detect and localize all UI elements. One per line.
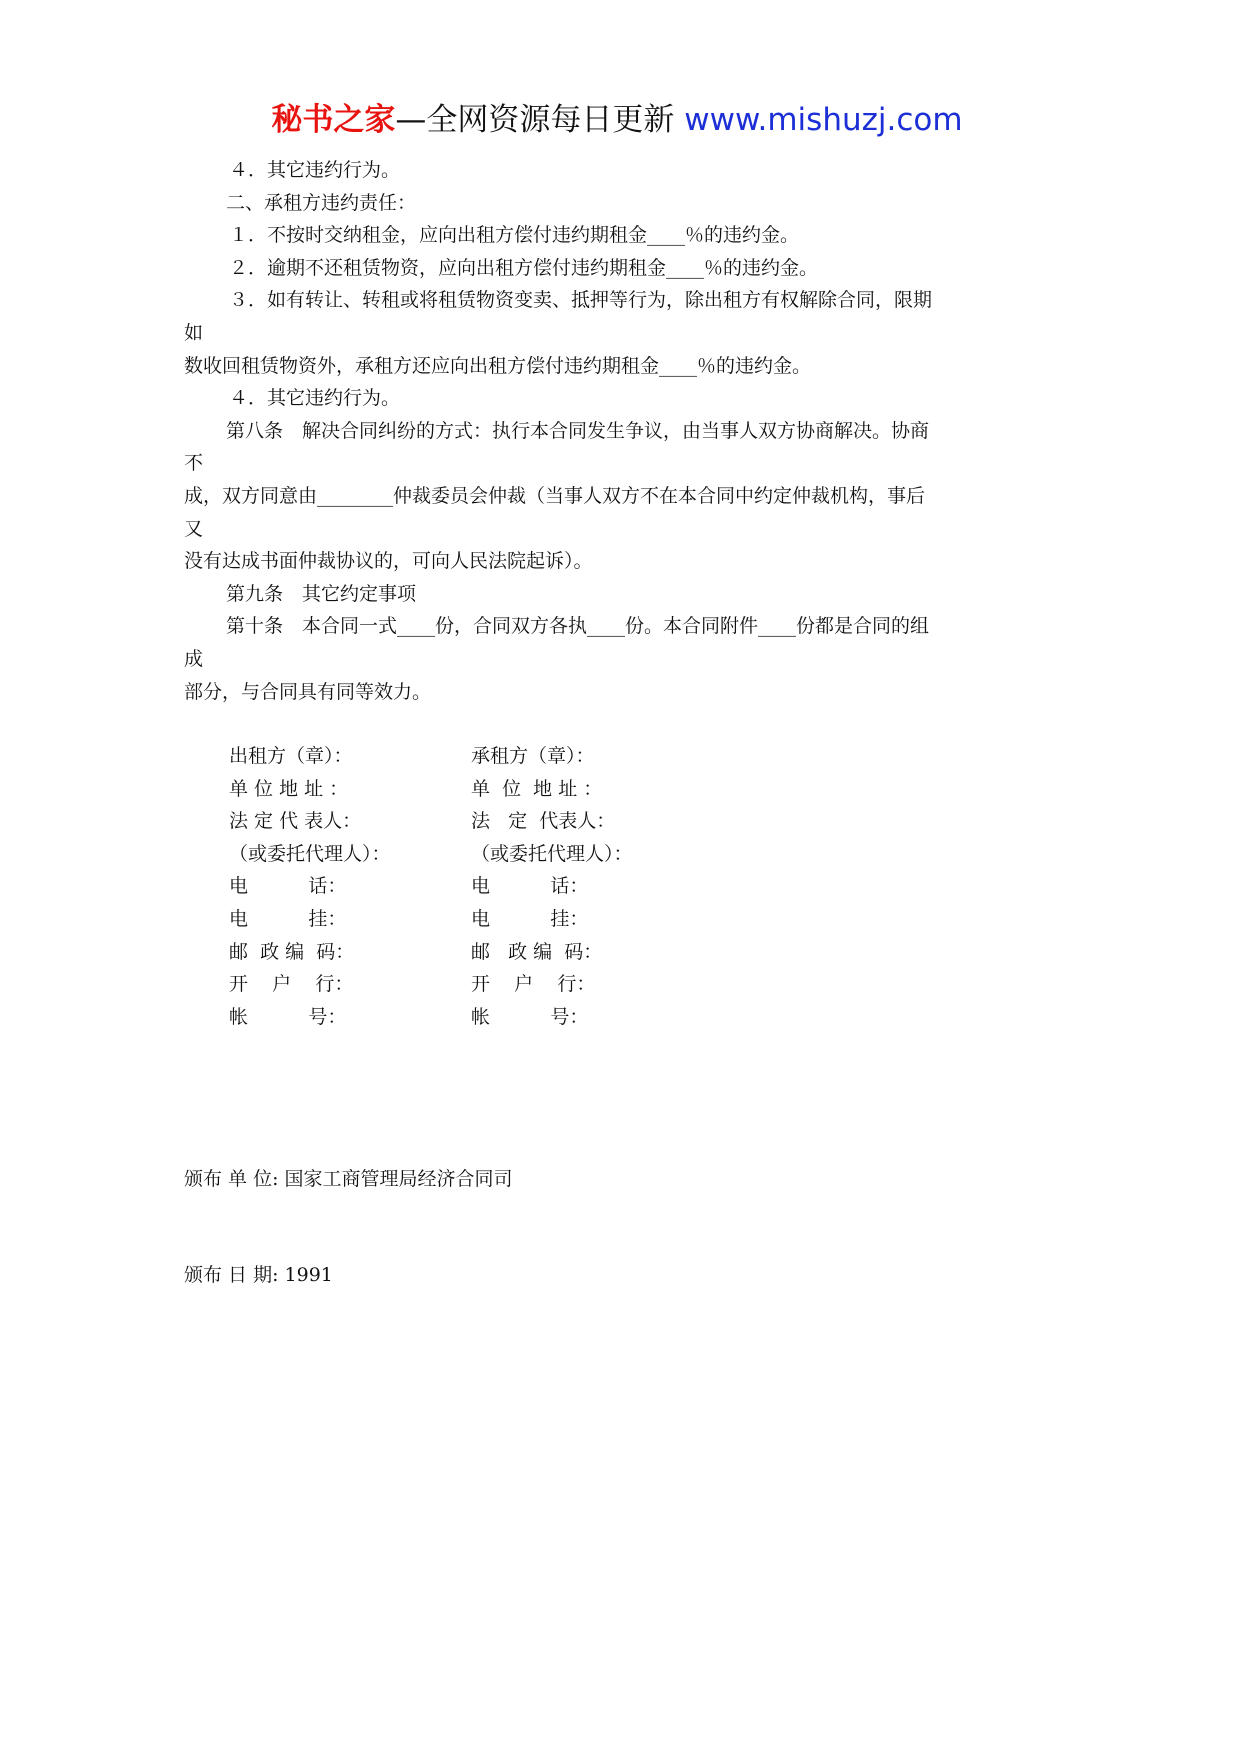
article-line: 部分，与合同具有同等效力。 [184, 680, 432, 703]
lessee-field: 法 定 代表人： [471, 810, 616, 833]
lessor-field: 出租方（章）： [229, 745, 353, 767]
lessee-field: 电 挂： [471, 907, 589, 930]
article-line: 第十条 本合同一式____份，合同双方各执____份。本合同附件____份都是合同的组 [226, 615, 930, 638]
signature-row [229, 870, 713, 903]
article-line-wrap: 又 [184, 517, 204, 540]
lessee-field: 邮 政 编 码： [471, 940, 603, 963]
brand-name: 秘书之家 [271, 102, 396, 138]
lessee-field: 电 话： [471, 875, 589, 898]
issue-date-line: 颁布 日 期: 1991 [184, 1264, 333, 1286]
article-line-wrap: 成 [184, 647, 204, 670]
contract-body [184, 154, 1054, 708]
lessor-field: 法 定 代 表人： [229, 810, 362, 833]
signature-row [229, 968, 713, 1001]
signature-row [229, 936, 713, 969]
lessor-field: 电 话： [229, 875, 347, 898]
article-line: 第八条 解决合同纠纷的方式：执行本合同发生争议，由当事人双方协商解决。协商 [226, 419, 930, 442]
article-line: 没有达成书面仲裁协议的，可向人民法院起诉）。 [184, 550, 593, 573]
clause-line: １．不按时交纳租金，应向出租方偿付违约期租金____％的违约金。 [229, 224, 800, 247]
watermark-header [0, 100, 1234, 140]
lessee-field: （或委托代理人）： [471, 842, 633, 865]
site-url: www.mishuzj.com [684, 102, 963, 138]
clause-line: 数收回租赁物资外，承租方还应向出租方偿付违约期租金____％的违约金。 [184, 354, 812, 377]
header-tagline: —全网资源每日更新 [395, 102, 675, 138]
signature-row [229, 1001, 713, 1034]
signature-row [229, 903, 713, 936]
signature-row [229, 773, 713, 806]
clause-line: ４．其它违约行为。 [229, 387, 401, 410]
lessor-field: 帐 号： [229, 1005, 347, 1028]
lessee-field: 帐 号： [471, 1005, 589, 1028]
lessor-field: （或委托代理人）： [229, 842, 391, 865]
clause-line: ４．其它违约行为。 [229, 159, 401, 181]
lessor-field: 开 户 行： [229, 973, 354, 996]
lessor-field: 电 挂： [229, 907, 347, 930]
article-line-wrap: 不 [184, 452, 204, 475]
section-heading: 二、承租方违约责任： [226, 191, 417, 214]
issue-info [184, 1099, 513, 1323]
lessee-field: 开 户 行： [471, 973, 596, 996]
lessee-field: 承租方（章）： [471, 745, 595, 767]
clause-line: ２．逾期不还租赁物资，应向出租方偿付违约期租金____％的违约金。 [229, 256, 819, 279]
lessor-field: 单 位 地 址 ： [229, 777, 349, 800]
clause-line: ３．如有转让、转租或将租赁物资变卖、抵押等行为，除出租方有权解除合同，限期 [229, 289, 933, 312]
article-line: 成，双方同意由________仲裁委员会仲裁（当事人双方不在本合同中约定仲裁机构，事后 [184, 484, 926, 507]
lessee-field: 单 位 地 址 ： [471, 777, 603, 800]
article-line: 第九条 其它约定事项 [226, 582, 417, 605]
clause-line-wrap: 如 [184, 321, 204, 344]
signature-row [229, 805, 713, 838]
signature-row [229, 740, 713, 773]
lessor-field: 邮 政 编 码： [229, 940, 355, 963]
issuer-line: 颁布 单 位: 国家工商管理局经济合同司 [184, 1168, 513, 1190]
signature-block [229, 740, 713, 1033]
signature-row [229, 838, 713, 871]
